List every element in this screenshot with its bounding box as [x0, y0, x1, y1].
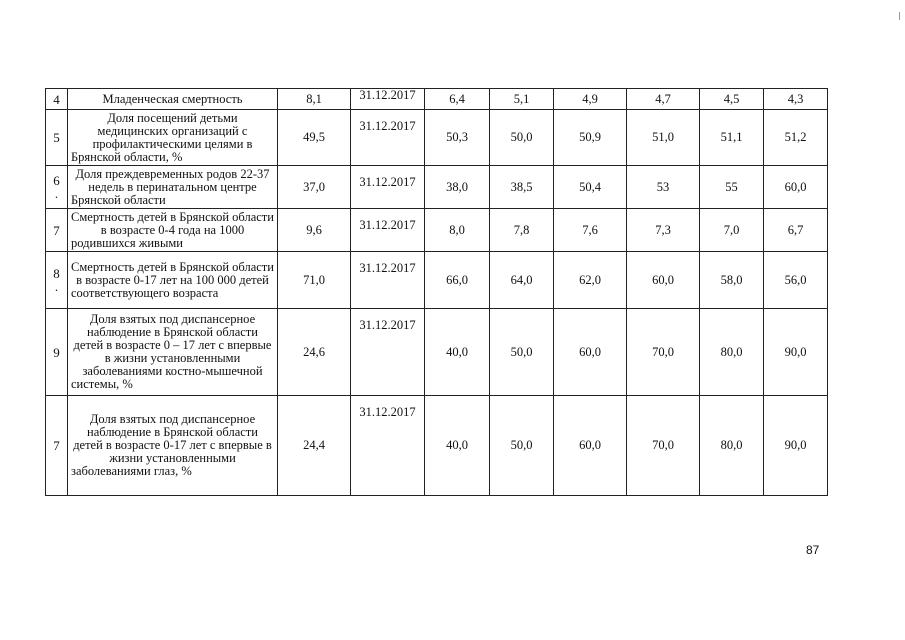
baseline-date: 31.12.2017 [351, 110, 425, 166]
target-value: 56,0 [764, 252, 828, 309]
target-value: 90,0 [764, 396, 828, 496]
row-index: 7 [46, 209, 68, 252]
target-value: 51,1 [700, 110, 764, 166]
row-index: 4 [46, 89, 68, 110]
table-row [46, 309, 828, 396]
target-value: 60,0 [554, 309, 627, 396]
target-value: 55 [700, 166, 764, 209]
row-index: 8 . [46, 252, 68, 309]
indicator-name: Доля преждевременных родов 22-37 недель в перинатальном центре Брянской области [68, 166, 278, 209]
target-value: 60,0 [627, 252, 700, 309]
target-value: 7,8 [490, 209, 554, 252]
baseline-date: 31.12.2017 [351, 166, 425, 209]
table-row [46, 252, 828, 309]
target-value: 40,0 [425, 396, 490, 496]
target-value: 4,5 [700, 89, 764, 110]
scan-edge-mark [899, 12, 900, 20]
target-value: 53 [627, 166, 700, 209]
indicator-name: Младенческая смертность [68, 89, 278, 110]
target-value: 8,0 [425, 209, 490, 252]
baseline-value: 24,4 [278, 396, 351, 496]
indicator-name: Смертность детей в Брянской области в возрасте 0-17 лет на 100 000 детей соответствующего возраста [68, 252, 278, 309]
baseline-value: 37,0 [278, 166, 351, 209]
target-value: 90,0 [764, 309, 828, 396]
target-value: 62,0 [554, 252, 627, 309]
target-value: 64,0 [490, 252, 554, 309]
target-value: 60,0 [554, 396, 627, 496]
target-value: 40,0 [425, 309, 490, 396]
row-index: 5 [46, 110, 68, 166]
target-value: 80,0 [700, 309, 764, 396]
target-value: 7,0 [700, 209, 764, 252]
target-value: 38,5 [490, 166, 554, 209]
indicator-name: Смертность детей в Брянской области в возрасте 0-4 года на 1000 родившихся живыми [68, 209, 278, 252]
baseline-date: 31.12.2017 [351, 89, 425, 110]
indicator-name: Доля взятых под диспансерное наблюдение в Брянской области детей в возрасте 0 – 17 лет с впервые в жизни установленными заболеваниями костно-мышечной системы, % [68, 309, 278, 396]
target-value: 4,7 [627, 89, 700, 110]
target-value: 70,0 [627, 396, 700, 496]
target-value: 66,0 [425, 252, 490, 309]
target-value: 50,0 [490, 396, 554, 496]
table-row [46, 209, 828, 252]
baseline-value: 8,1 [278, 89, 351, 110]
target-value: 4,9 [554, 89, 627, 110]
target-value: 60,0 [764, 166, 828, 209]
row-index: 6 . [46, 166, 68, 209]
target-value: 51,2 [764, 110, 828, 166]
baseline-value: 9,6 [278, 209, 351, 252]
table-row [46, 396, 828, 496]
target-value: 58,0 [700, 252, 764, 309]
target-value: 80,0 [700, 396, 764, 496]
table-row [46, 166, 828, 209]
baseline-date: 31.12.2017 [351, 309, 425, 396]
indicators-table [45, 88, 828, 496]
table-row [46, 110, 828, 166]
row-index: 9 [46, 309, 68, 396]
target-value: 50,3 [425, 110, 490, 166]
baseline-date: 31.12.2017 [351, 209, 425, 252]
target-value: 70,0 [627, 309, 700, 396]
indicator-name: Доля взятых под диспансерное наблюдение в Брянской области детей в возрасте 0-17 лет с впервые в жизни установленными заболеваниями глаз, % [68, 396, 278, 496]
target-value: 7,6 [554, 209, 627, 252]
page-number: 87 [806, 543, 820, 557]
target-value: 50,0 [490, 110, 554, 166]
baseline-value: 71,0 [278, 252, 351, 309]
target-value: 50,0 [490, 309, 554, 396]
target-value: 6,7 [764, 209, 828, 252]
target-value: 4,3 [764, 89, 828, 110]
target-value: 5,1 [490, 89, 554, 110]
indicator-name: Доля посещений детьми медицинских организаций с профилактическими целями в Брянской области, % [68, 110, 278, 166]
baseline-value: 24,6 [278, 309, 351, 396]
table-row [46, 89, 828, 110]
target-value: 6,4 [425, 89, 490, 110]
target-value: 50,4 [554, 166, 627, 209]
row-index: 7 [46, 396, 68, 496]
baseline-value: 49,5 [278, 110, 351, 166]
target-value: 51,0 [627, 110, 700, 166]
baseline-date: 31.12.2017 [351, 252, 425, 309]
target-value: 50,9 [554, 110, 627, 166]
target-value: 38,0 [425, 166, 490, 209]
target-value: 7,3 [627, 209, 700, 252]
baseline-date: 31.12.2017 [351, 396, 425, 496]
